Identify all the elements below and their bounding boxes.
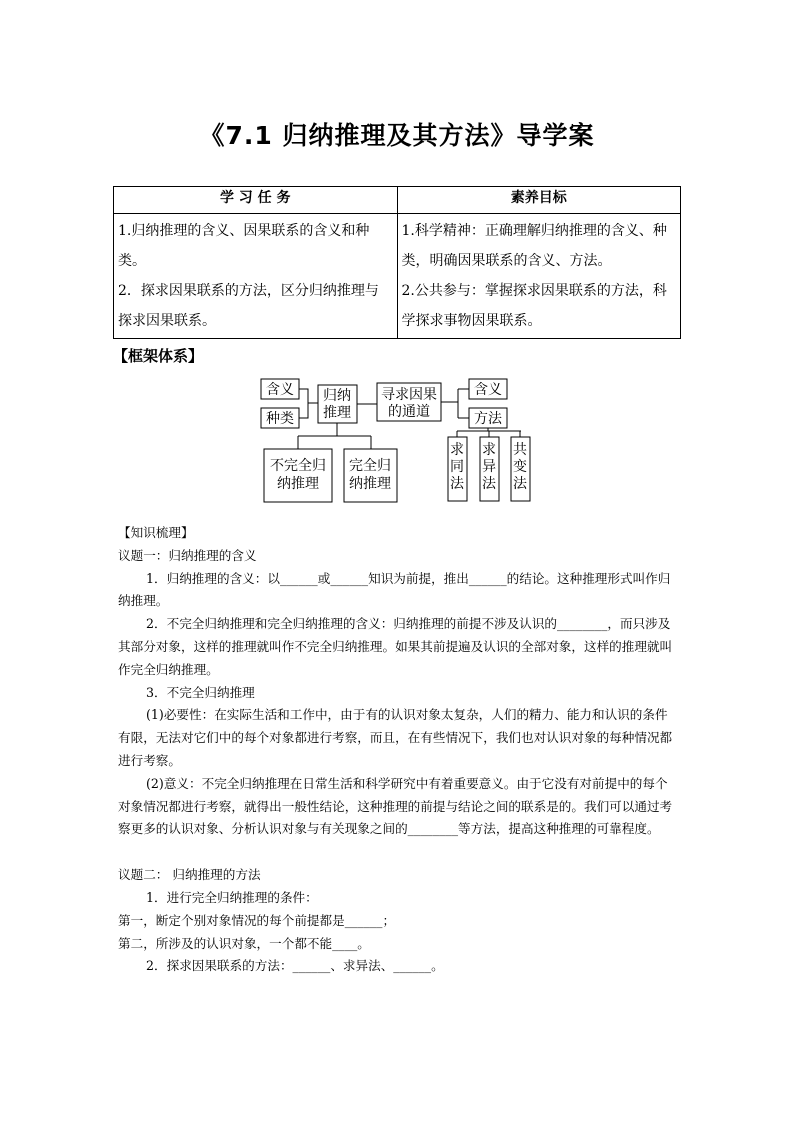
paragraph-causal-methods: 2．探求因果联系的方法：______、求异法、______。 (146, 958, 444, 974)
label-m3-3: 法 (513, 476, 527, 492)
page-title: 《7.1 归纳推理及其方法》导学案 (199, 121, 595, 150)
topic2-title: 议题二： 归纳推理的方法 (118, 867, 261, 883)
label-m3-1: 共 (513, 442, 527, 458)
goals-header-tasks: 学 习 任 务 (114, 187, 398, 214)
label-wanquan-2: 纳推理 (349, 476, 391, 492)
knowledge-heading: 【知识梳理】 (118, 525, 194, 540)
goals-table (113, 186, 681, 339)
label-m2-2: 异 (482, 459, 496, 475)
goals-table-header-row (114, 187, 681, 214)
goals-header-literacy: 素养目标 (397, 187, 681, 214)
label-fangfa: 方法 (474, 411, 502, 427)
goals-cell-literacy (397, 214, 681, 339)
connector-tree-left (298, 423, 371, 449)
paragraph-significance: (2)意义：不完全归纳推理在日常生活和科学研究中有着重要意义。由于它没有对前提中的每个对象情况都进行考察，就得出一般性结论，这种推理的前提与结论之间的联系是的。我们可以通过考察更多的认识对象、分析认识对象与有关现象之间的________等方法，提高这种推理的可靠程度。 (118, 775, 673, 837)
paragraph-definition: 1．归纳推理的含义：以______或______知识为前提，推出______的结论。这种推理形式叫作归纳推理。 (118, 570, 671, 609)
connector-tree-right (457, 428, 521, 437)
label-tongdao-2: 的通道 (388, 404, 430, 420)
topic1-title: 议题一：归纳推理的含义 (118, 547, 257, 563)
label-zhonglei: 种类 (266, 411, 294, 427)
label-m1-3: 法 (450, 476, 464, 492)
label-m1-2: 同 (450, 459, 464, 475)
label-m3-2: 变 (513, 459, 527, 475)
label-wanquan-1: 完全归 (349, 458, 391, 474)
literacy-item-2: 2.公共参与：掌握探求因果联系的方法，科学探求事物因果联系。 (401, 283, 667, 329)
paragraph-complete-incomplete: 2．不完全归纳推理和完全归纳推理的含义：归纳推理的前提不涉及认识的________，而只涉及其部分对象，这样的推理就叫作不完全归纳推理。如果其前提遍及认识的全部对象，这样的推理就叫作完全归纳推理。 (118, 616, 673, 677)
literacy-item-1: 1.科学精神：正确理解归纳推理的含义、种类，明确因果联系的含义、方法。 (401, 223, 667, 269)
label-hanyi2: 含义 (474, 382, 502, 398)
label-buwanquan-2: 纳推理 (277, 476, 319, 492)
paragraph-conditions: 1．进行完全归纳推理的条件： (146, 889, 318, 905)
label-guina-2: 推理 (323, 405, 351, 421)
paragraph-condition-first: 第一，断定个别对象情况的每个前提都是______； (118, 912, 396, 928)
goals-table-row (114, 214, 681, 339)
framework-diagram (256, 376, 536, 506)
task-item-2: 2．探求因果联系的方法，区分归纳推理与探求因果联系。 (118, 283, 379, 329)
label-guina-1: 归纳 (323, 388, 351, 404)
label-m2-1: 求 (482, 442, 496, 458)
label-tongdao-1: 寻求因果 (381, 387, 437, 403)
paragraph-incomplete-heading: 3．不完全归纳推理 (146, 684, 255, 700)
connector-right (441, 389, 469, 418)
spacer (118, 841, 678, 864)
task-item-1: 1.归纳推理的含义、因果联系的含义和种类。 (118, 223, 370, 269)
label-m2-3: 法 (482, 476, 496, 492)
paragraph-necessity: (1)必要性：在实际生活和工作中，由于有的认识对象太复杂，人们的精力、能力和认识的条件有限，无法对它们中的每个对象都进行考察，而且，在有些情况下，我们也对认识对象的每种情况都进行考察。 (118, 707, 673, 768)
label-m1-1: 求 (450, 442, 464, 458)
paragraph-condition-second: 第二，所涉及的认识对象，一个都不能____。 (118, 935, 370, 951)
framework-heading: 【框架体系】 (113, 347, 204, 365)
connector-left (299, 389, 318, 418)
label-hanyi: 含义 (266, 382, 294, 398)
knowledge-section (118, 522, 678, 978)
label-buwanquan-1: 不完全归 (270, 458, 326, 474)
goals-cell-tasks (114, 214, 398, 339)
